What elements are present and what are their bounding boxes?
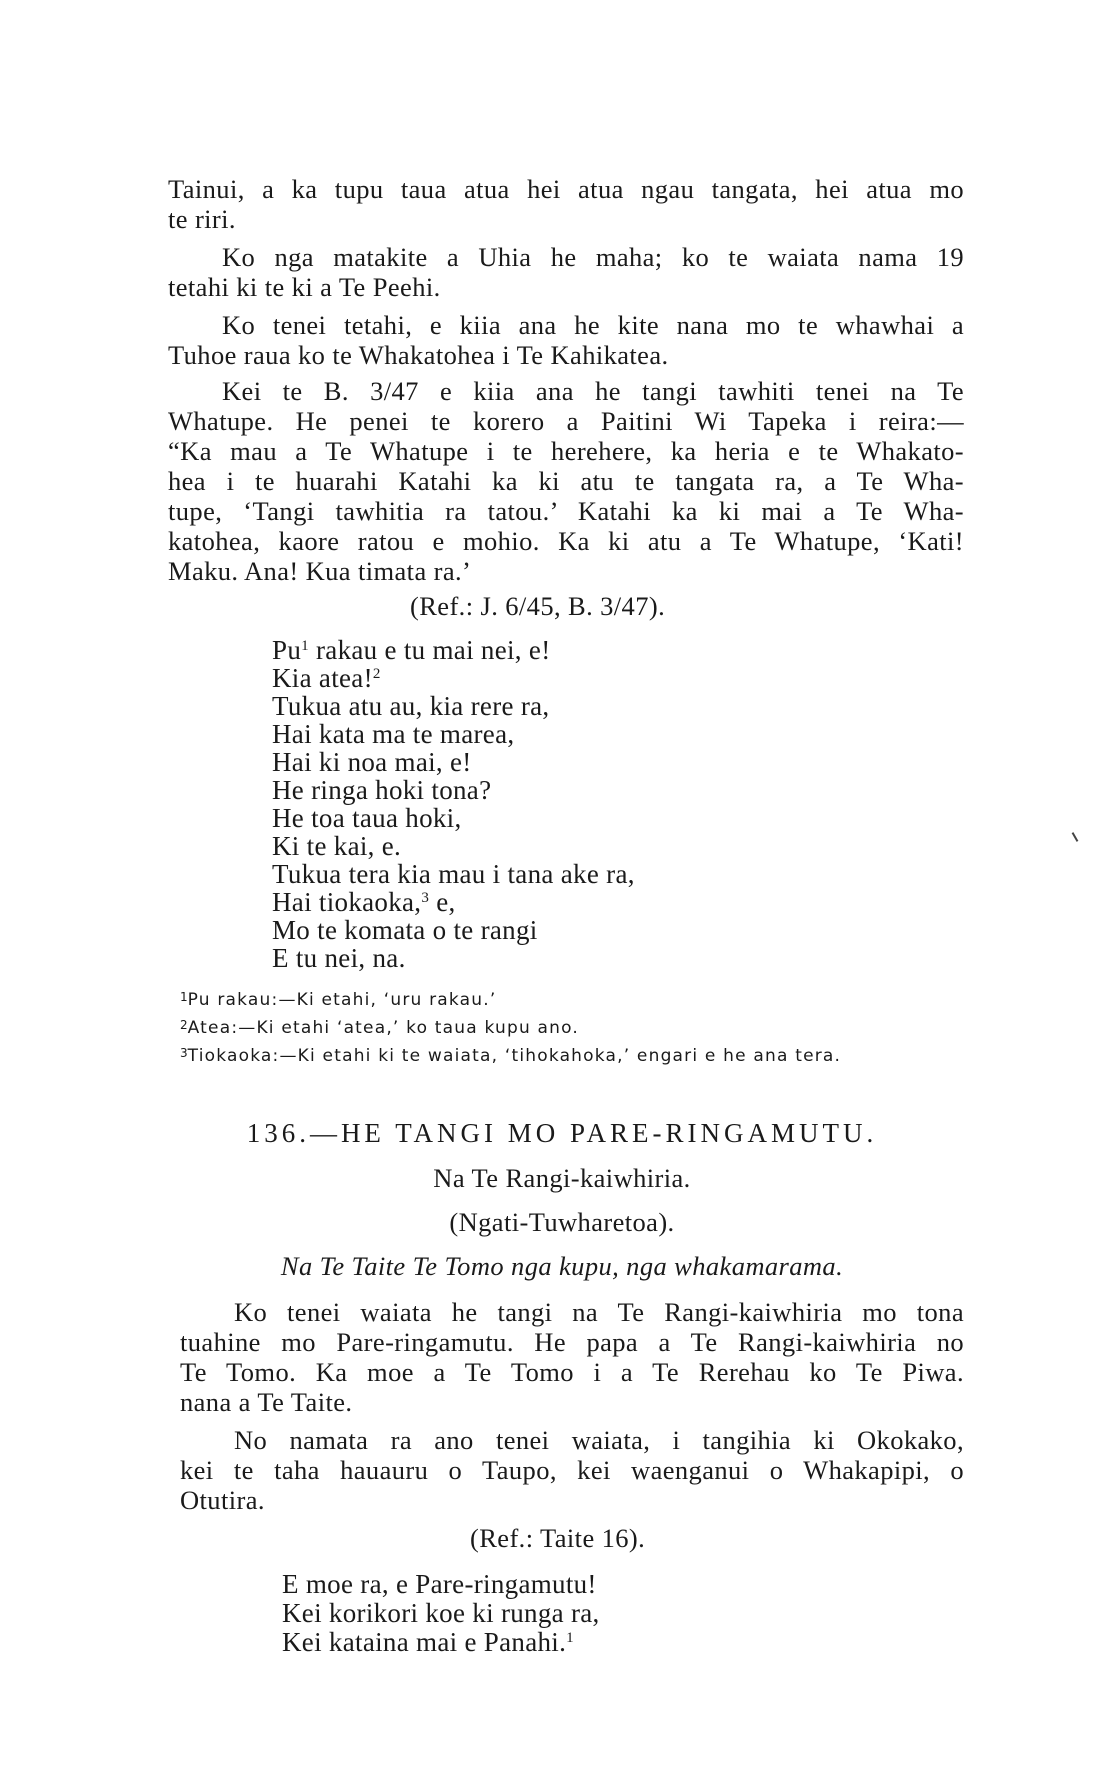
footnote: $^2$Atea:—Ki etahi ‘atea,’ ko taua kupu ano. (180, 1018, 580, 1038)
poem-line: He toa taua hoki, (272, 803, 462, 833)
poem-line: Hai tiokaoka,$^3$ e, (272, 887, 456, 917)
text-line: Ko nga matakite a Uhia he maha; ko te waiata nama 19 (222, 242, 964, 272)
section-credit: Na Te Taite Te Tomo nga kupu, nga whakamarama. (280, 1251, 844, 1281)
text-line: Otutira. (180, 1485, 265, 1515)
text-line: Ko tenei tetahi, e kiia ana he kite nana mo te whawhai a (222, 310, 964, 340)
footnote: $^3$Tiokaoka:—Ki etahi ki te waiata, ‘tihokahoka,’ engari e he ana tera. (180, 1046, 842, 1066)
poem-line: Kei korikori koe ki runga ra, (282, 1598, 600, 1628)
text-line: Tainui, a ka tupu taua atua hei atua ngau tangata, hei atua mo (168, 174, 964, 204)
text-line: kei te taha hauauru o Taupo, kei waenganui o Whakapipi, o (180, 1455, 964, 1485)
reference-note: (Ref.: J. 6/45, B. 3/47). (410, 591, 666, 621)
section-heading: 136.—HE TANGI MO PARE-RINGAMUTU. (246, 1118, 878, 1148)
poem-line: Mo te komata o te rangi (272, 915, 538, 945)
text-line: Maku. Ana! Kua timata ra.’ (168, 556, 472, 586)
text-line: tupe, ‘Tangi tawhitia ra tatou.’ Katahi ka ki mai a Te Wha- (168, 496, 964, 526)
text-line: “Ka mau a Te Whatupe i te herehere, ka heria e te Whakato- (168, 436, 964, 466)
poem-line: E moe ra, e Pare-ringamutu! (282, 1569, 597, 1599)
text-line: Te Tomo. Ka moe a Te Tomo i a Te Rerehau ko Te Piwa. (180, 1357, 964, 1387)
text-line: Whatupe. He penei te korero a Paitini Wi Tapeka i reira:— (168, 406, 964, 436)
poem-line: E tu nei, na. (272, 943, 406, 973)
section-author: Na Te Rangi-kaiwhiria. (433, 1163, 691, 1193)
text-line: Ko tenei waiata he tangi na Te Rangi-kaiwhiria mo tona (234, 1297, 964, 1327)
section-tribe: (Ngati-Tuwharetoa). (449, 1207, 675, 1237)
poem-line: Kei kataina mai e Panahi.$^1$ (282, 1627, 574, 1657)
poem-line: Kia atea!$^2$ (272, 663, 381, 693)
poem-line: He ringa hoki tona? (272, 775, 492, 805)
text-line: Kei te B. 3/47 e kiia ana he tangi tawhiti tenei na Te (222, 376, 964, 406)
poem-line: Hai kata ma te marea, (272, 719, 515, 749)
poem-line: Hai ki noa mai, e! (272, 747, 472, 777)
stray-mark (1072, 832, 1079, 842)
footnote: $^1$Pu rakau:—Ki etahi, ‘uru rakau.’ (180, 990, 497, 1010)
text-line: te riri. (168, 204, 236, 234)
text-line: katohea, kaore ratou e mohio. Ka ki atu a Te Whatupe, ‘Kati! (168, 526, 964, 556)
text-line: hea i te huarahi Katahi ka ki atu te tangata ra, a Te Wha- (168, 466, 964, 496)
reference-note: (Ref.: Taite 16). (470, 1523, 646, 1553)
text-line: tuahine mo Pare-ringamutu. He papa a Te Rangi-kaiwhiria no (180, 1327, 964, 1357)
poem-line: Tukua atu au, kia rere ra, (272, 691, 550, 721)
text-line: tetahi ki te ki a Te Peehi. (168, 272, 441, 302)
text-line: No namata ra ano tenei waiata, i tangihia ki Okokako, (234, 1425, 964, 1455)
poem-line: Pu$^1$ rakau e tu mai nei, e! (272, 635, 551, 665)
text-line: Tuhoe raua ko te Whakatohea i Te Kahikatea. (168, 340, 669, 370)
text-line: nana a Te Taite. (180, 1387, 353, 1417)
poem-line: Ki te kai, e. (272, 831, 402, 861)
poem-line: Tukua tera kia mau i tana ake ra, (272, 859, 635, 889)
